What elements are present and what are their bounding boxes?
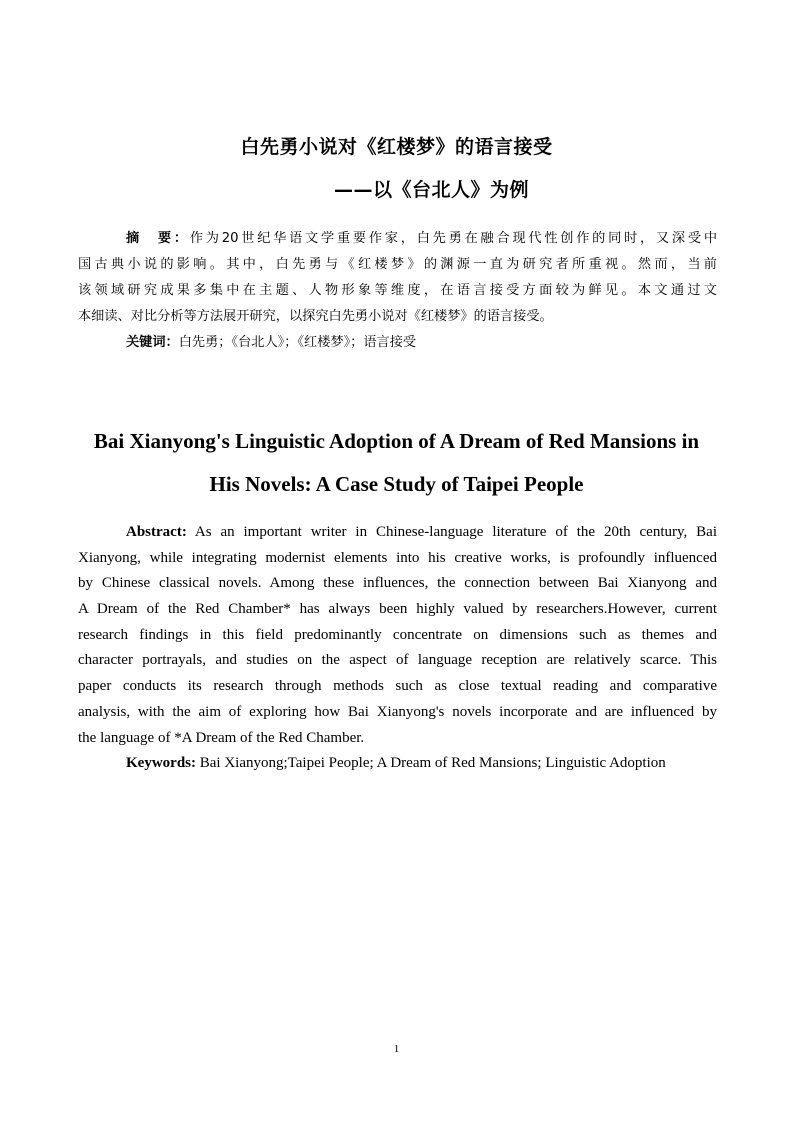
chinese-abstract-line: 该领域研究成果多集中在主题、人物形象等维度，在语言接受方面较为鲜见。本文通过文 [78,283,717,298]
english-abstract-line [78,520,717,546]
english-abstract-label: Abstract: [126,524,187,540]
english-abstract-line: analysis, with the aim of exploring how Bai Xianyong's novels incorporate and are influenced by [78,703,717,720]
chinese-abstract-label: 摘 要： [126,231,190,246]
chinese-abstract-line [78,226,717,252]
chinese-keywords-label: 关键词： [126,335,179,350]
english-title-line-1: Bai Xianyong's Linguistic Adoption of A Dream of Red Mansions in [93,429,700,453]
chinese-abstract-line: 本细读、对比分析等方法展开研究，以探究白先勇小说对《红楼梦》的语言接受。 [78,309,553,324]
chinese-subtitle: ——以《台北人》为例 [333,179,529,201]
english-abstract-line: character portrayals, and studies on the aspect of language reception are relatively scarce. This [78,652,717,669]
english-title-line-2: His Novels: A Case Study of Taipei People [209,472,584,496]
chinese-keywords-text: 白先勇；《台北人》；《红楼梦》；语言接受 [178,335,417,350]
chinese-abstract-text: 作为20世纪华语文学重要作家，白先勇在融合现代性创作的同时，又深受中 [189,231,717,246]
english-keywords-label: Keywords: [126,755,196,772]
chinese-keywords [78,330,717,356]
chinese-abstract-line: 国古典小说的影响。其中，白先勇与《红楼梦》的渊源一直为研究者所重视。然而，当前 [78,257,717,272]
english-abstract-text: As an important writer in Chinese-language literature of the 20th century, Bai [186,524,717,540]
chinese-abstract [78,226,717,356]
english-abstract-line: the language of *A Dream of the Red Chamber. [78,729,365,746]
english-abstract-line: A Dream of the Red Chamber* has always been highly valued by researchers.However, current [78,601,717,618]
page-number: 1 [393,1043,400,1055]
english-abstract-line: by Chinese classical novels. Among these influences, the connection between Bai Xianyong and [78,575,717,592]
english-abstract-line: Xianyong, while integrating modernist elements into his creative works, is profoundly influenced [78,549,717,566]
english-keywords [78,751,717,777]
english-abstract-line: research findings in this field predominantly concentrate on dimensions such as themes and [78,626,717,643]
english-keywords-text: Bai Xianyong;Taipei People; A Dream of Red Mansions; Linguistic Adoption [196,755,666,772]
english-abstract [78,520,717,777]
english-abstract-line: paper conducts its research through methods such as close textual reading and comparative [78,678,717,695]
chinese-title: 白先勇小说对《红楼梦》的语言接受 [240,136,553,158]
